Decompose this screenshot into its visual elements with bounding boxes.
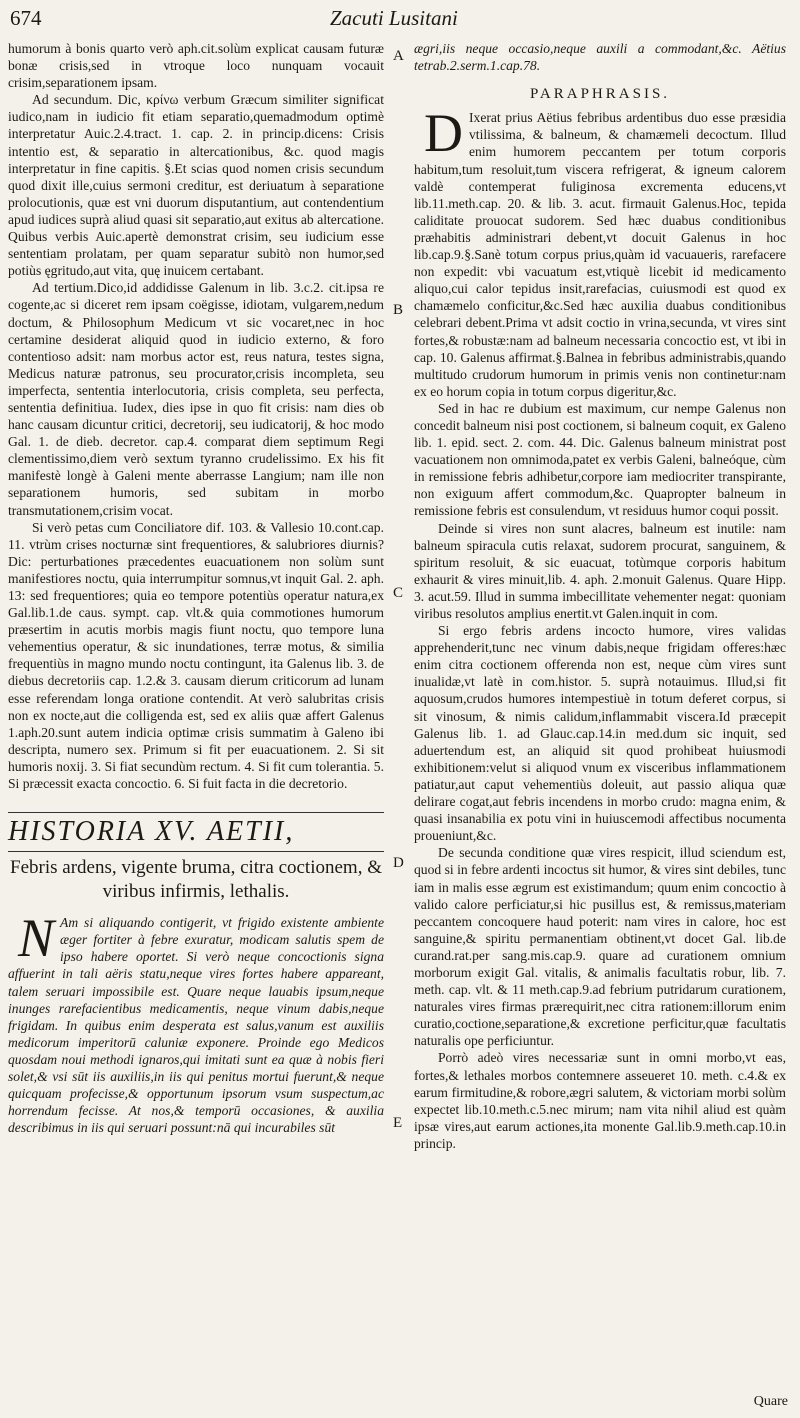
margin-letter-b: B [393, 302, 404, 318]
right-paragraph-2: Ixerat prius Aëtius febribus ardentibus duo esse præsidia vtilissima, & balneum, & chamæmeli decoctum. Illud enim humorem peccantem per totum corporis habitum,tum resoluit,tum viscera refrigerat, & igneum calorem valdè contemperat fuliginosa excrementa educens,vt lib.11.meth.cap. 20. & lib. 3. acut. firmauit Galenus.Hoc, tepida caliditate prouocat sudorem. Sed hæc duabus conditionibus præhabitis administrari debent,vt docuit Galenus in hoc lib.cap.9.§.Sanè totum corpus prius,quàm id vacuaueris, rarefacere non expedit: vbi vacuatum est,vtiquè licebit id medicamento aliquo,cui calor tepidus insit,rarefacias, cuiusmodi est quod ex chamæmelo conficitur,&c.Sed hæc auxilia duabus conditionibus celebrari debent.Prima vt adsit coctio in vrina,secunda, vt vires sint fortes,& robustæ:nam ad balneum necessaria concoctio est, vt ibi in cap. 10. Galenus affirmat.§.Balnea in febribus administrabis,quando multitudo crudorum humorum in primis venis non continetur:nam ex eo horum copia in totum corpus digeritur,&c. [414, 110, 786, 399]
margin-letter-d: D [393, 855, 404, 871]
history-subtitle: Febris ardens, vigente bruma, citra coctionem, & viribus infirmis, lethalis. [10, 857, 382, 903]
right-paragraph-6: De secunda conditione quæ vires respicit, illud sciendum est, quod si in febre ardenti incoctus sit humor, & vires sint debiles, tunc iam in malis esse ægrum est existimandum; quum enim concoctio à valido calore perficiatur,si hic pusillus est, & remissus,materiam peccantem concoquere haud poterit: nam vires in calore, hoc est sanguine,& spiritu permanentiam obtinent,vt docet Gal. lib.de curand.rat.per sang.mis.cap.9. quare ad curationem omnium morborum exigit Gal. vitalis, & animalis facultatis robur, lib. 7. meth. cap. vlt. & 11 meth.cap.9.ad febrium putridarum curationem, naturales vires firmas prærequirit,nec citra rationem:illorum enim curatio,coctione,separatione,& excretione perficitur,quæ facultatis naturalis ope perficiuntur. [414, 845, 786, 1049]
left-paragraph-2: Ad secundum. Dic, κρίνω verbum Græcum similiter significat iudico,nam in iudicio fit etiam separatio,quemadmodum optimè interpretatur Auic.2.4.tract. 1. cap. 2. in princip.dicens: Crisis intentio est, & separatio in altercationibus, &c. quod magis interpretatur in fine capitis. §.Et scias quod nomen crisis secundum quod dixit ille,cuius sermoni creditur, est deriuatum à separatione prolocutionis, quæ est vni duorum disputantium, aut contendentium apud iudices suprà aliud quasi sit separatio,aut exitus ab altercatione. Quibus verbis Auic.apertè demonstrat crisim, seu iudicium esse sententiam prolatam, per quam separatur subitò non humor,sed potiùs ęgritudo,aut vita, quę inuicem certabant. [8, 92, 384, 279]
page-header [10, 6, 790, 32]
margin-letter-e: E [393, 1115, 403, 1131]
right-paragraph-1: ægri,iis neque occasio,neque auxili a commodant,&c. Aëtius tetrab.2.serm.1.cap.78. [414, 41, 786, 74]
drop-cap-n: N [18, 908, 55, 969]
left-paragraph-3: Ad tertium.Dico,id addidisse Galenum in lib. 3.c.2. cit.ipsa re cogente,ac si diceret rem ipsam coëgisse, idiotam, vulgarem,nedum doctum, & Philosophum Medicum vt sic vocaret,nec in hoc certamine desiderat aliquid quod in iudicio externo, & foro contentioso adsit: nam morbus actor est, reus natura, testes signa, Medicus naturæ patronus, seu procurator,crisis incompleta, seu imperfecta, sententia interlocutoria, crisis completa, seu perfecta, sententia definitiua. Iudex, dies ipse in quo fit crisis: nam dies ob hanc causam dicuntur critici, decretorij, seu iudicatorij, & hoc modo Gal. 1. de dieb. decretor. cap.4. comparat diem septimum Regi clementissimo,diem verò sextum tyranno crudelissimo. Ex his fit manifestè longè à Galeni mente aberrasse Langium; nam ille non separationem humoris, sed subitam in morbo transmutationem,crisim vocat. [8, 280, 384, 518]
margin-letter-a: A [393, 48, 404, 64]
catchword: Quare [753, 1394, 788, 1409]
left-column [8, 40, 384, 1136]
right-paragraph-4: Deinde si vires non sunt alacres, balneum est inutile: nam balneum spiracula cutis relaxat, sudorem procurat, sanguinem, & spiritum resoluit, & sic euacuat, totùmque corporis habitum exhaurit & vires minuit,lib. 4. aph. 2.monuit Galenus. Quare Hipp. 3. acut.59. Illud in summa imbecillitate vehementer negat: quoniam viribus resolutos amplius enertit.vt Galen.inquit in com. [414, 520, 786, 621]
margin-letter-c: C [393, 585, 404, 601]
right-column [414, 40, 786, 1152]
left-paragraph-4: Si verò petas cum Conciliatore dif. 103. & Vallesio 10.cont.cap. 11. vtrùm crises nocturnæ sint frequentiores, & salubriores diurnis? Dic: perturbationes præcedentes euacuationem non solùm sunt manifestiores noctu, quia interrumpitur somnus,vt inquit Gal. 2. aph. 13: sed frequentiores; quia eo tempore potentiùs operatur natura,ex Gal.lib.1.de caus. sympt. cap. vlt.& quia commotiones humorum præsertim in acutis morbis magis fiunt noctu, quo tempore luna vehementius operatur, & sic inundationes, terræ motus, & similia frequentiùs in magno mundo noctu contingunt, ita Galenus lib. 3. de diebus decretoriis cap. 1.2.& 3. causam dierum criticorum ad lunam esse referendam longa oratione contendit. At verò salubritas crisis non ex nocte,aut die colligenda est, sed ex aliis quæ affert Galenus 1.aph.20.sunt autem indicia optimæ crisis summatim à Galeno ibi descripta, numero sex. Primum si fit per euacuationem. 2. Si sit humoris noxij. 3. Si fiat secundùm rectum. 4. Si fit cum tolerantia. 5. Si præcessit exacta concoctio. 6. Si fuit facta in die decretorio. [8, 519, 384, 792]
drop-cap-d: D [424, 103, 463, 164]
right-paragraph-5: Si ergo febris ardens incocto humore, vires validas apprehenderit,tunc nec vinum dabis,neque frigidam offeres:hæc enim citra coctionem offerenda non est, neque cùm vires sunt inualidæ,vt latè in com.histor. 5. suprà notauimus. Illud,si fit aquosum,crudos humores intempestiuè in totum deferet corpus, si sit vinosum, & nimis calidum,inflammabit viscera.Id præcepit Galenus lib. 1. ad Glauc.cap.14.in med.dum sic inquit, sed aduertendum est, an aliquid sit quod prohibeat huiusmodi exhibitionem:velut si aliquod vnum ex visceribus inflammationem patiatur,aut caput vehementiùs doleuit, aut passio aliqua quæ delirare cogat,aut febris incendens in morbo crudo: magna enim, & quasi insanabilia ex potu vini in huiuscemodi affectibus nocumenta proueniunt,&c. [414, 623, 786, 844]
left-paragraph-5: Am si aliquando contigerit, vt frigido existente ambiente æger fortiter à febre exuratur, modicam salutis spem de ipso habere oportet. Si verò neque concoctionis signa affuerint in tali aëris statu,neque vires fortes habere appareant, talem seruari impossibile est. Quare neque lauabis ipsum,neque inunges rarefacientibus medicamentis, neque vinum dabis,neque frigidam. In quibus enim desperata est salus,vanum est auxiliis medicorum imperitorū caluniæ exponere. Proinde ego Medicos quosdam noui methodi ignaros,qui imitati sunt ea quæ à nobis fieri solet,& vsi sūt iis auxiliis,in iis qui penitus mortui fuerunt,& neque quicquam profecisse,& opportunum ipsorum vsum suspectum,ac horrendum fecisse. At nos,& temporū occasiones, & auxilia describimus in iis qui seruari possunt:nā qui incurabiles sūt [8, 915, 384, 1136]
history-title: HISTORIA XV. AETII, [8, 812, 384, 852]
paraphrasis-heading: PARAPHRASIS. [529, 86, 671, 103]
left-paragraph-1: humorum à bonis quarto verò aph.cit.solùm explicat causam futuræ bonæ crisis,sed in vtroque loco nunquam vocauit crisim,separationem ipsam. [8, 41, 384, 91]
right-paragraph-3: Sed in hac re dubium est maximum, cur nempe Galenus non concedit balneum nisi post coctionem, si balneum coquit, ex Galeno lib. 1. epid. sect. 2. com. 44. Dic. Galenus balneum ministrat post vacuationem non omnimoda,patet ex verbis Galeni, balneóque, cùm in remissione febris adhibetur,corpore iam mediocriter transpirante, non exiguum affert commodum,&c. Quapropter balneum in remissione febris est consulendum, vt residuus humor coqui possit. [414, 400, 786, 519]
right-paragraph-7: Porrò adeò vires necessariæ sunt in omni morbo,vt eas, fortes,& lethales morbos contemnere asseueret 10. meth. c.4.& ex earum firmitudine,& robore,ægri salutem, & victoriam morbi solùm expectet lib.10.meth.c.5.nec mirum; nam vita nihil aliud est quàm ipsæ vires,aut earum actiones,ita monente Gal.lib.9.meth.cap.10.in princip. [414, 1050, 786, 1151]
running-title: Zacuti Lusitani [330, 6, 458, 30]
page-number: 674 [10, 6, 42, 30]
